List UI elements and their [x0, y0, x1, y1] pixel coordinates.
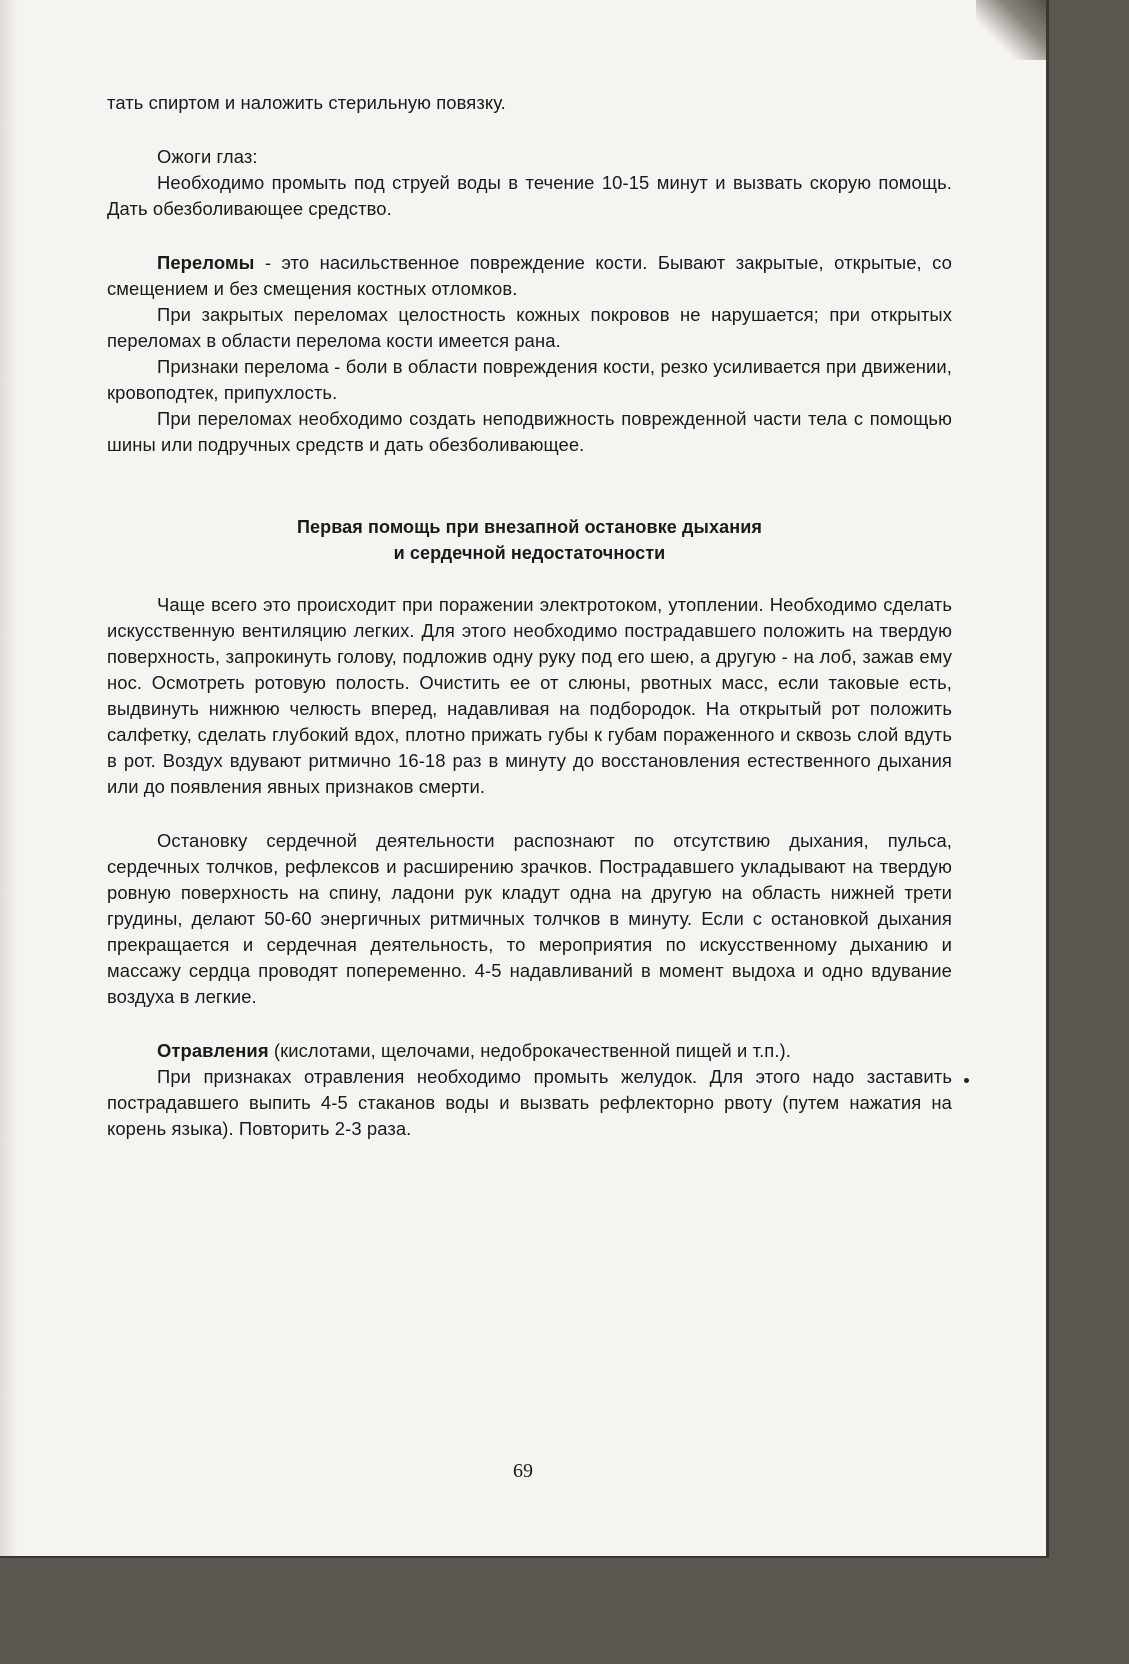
fractures-signs-paragraph: Признаки перелома - боли в области повреждения кости, резко усиливается при движении, кровоподтек, припухлость.: [107, 356, 952, 403]
fractures-definition: [107, 250, 952, 302]
fractures-term: Переломы: [157, 252, 255, 273]
poisoning-term: Отравления: [157, 1040, 269, 1061]
section-heading-line1: Первая помощь при внезапной остановке дыхания: [297, 517, 762, 537]
heart-paragraph: Остановку сердечной деятельности распознают по отсутствию дыхания, пульса, сердечных толчков, рефлексов и расширению зрачков. Пострадавшего укладывают на твердую ровную поверхность на спину, ладони рук кладут одна на другую на область нижней трети грудины, делают 50-60 энергичных ритмичных толчков в минуту. Если с остановкой дыхания прекращается и сердечная деятельность, то мероприятия по искусственному дыханию и массажу сердца проводят попеременно. 4-5 надавливаний в момент выдоха и одно вдувание воздуха в легкие.: [107, 830, 952, 1007]
poisoning-paragraph: При признаках отравления необходимо промыть желудок. Для этого надо заставить пострадавшего выпить 4-5 стаканов воды и вызвать рефлекторно рвоту (путем нажатия на корень языка). Повторить 2-3 раза.: [107, 1066, 952, 1139]
eye-burns-title: Ожоги глаз:: [157, 146, 258, 167]
fractures-definition-text: - это насильственное повреждение кости. Бывают закрытые, открытые, со смещением и без смещения костных отломков.: [107, 252, 952, 299]
section-heading-line2: и сердечной недостаточности: [393, 543, 666, 563]
page-number: 69: [513, 1460, 533, 1482]
page-content: [107, 90, 952, 1142]
fractures-closed-paragraph: При закрытых переломах целостность кожных покровов не нарушается; при открытых переломах в области перелома кости имеется рана.: [107, 304, 952, 351]
poisoning-heading: [107, 1038, 952, 1064]
poisoning-subtitle: (кислотами, щелочами, недоброкачественной пищей и т.п.).: [268, 1040, 791, 1061]
fractures-aid-paragraph: При переломах необходимо создать неподвижность поврежденной части тела с помощью шины или подручных средств и дать обезболивающее.: [107, 408, 952, 455]
page-corner-curl: [976, 0, 1046, 60]
continuation-paragraph: тать спиртом и наложить стерильную повязку.: [107, 92, 506, 113]
eye-burns-paragraph: Необходимо промыть под струей воды в течение 10-15 минут и вызвать скорую помощь. Дать обезболивающее средство.: [107, 172, 952, 219]
breathing-paragraph: Чаще всего это происходит при поражении электротоком, утоплении. Необходимо сделать искусственную вентиляцию легких. Для этого необходимо пострадавшего положить на твердую поверхность, запрокинуть голову, подложив одну руку под его шею, а другую - на лоб, зажав ему нос. Осмотреть ротовую полость. Очистить ее от слюны, рвотных масс, если таковые есть, выдвинуть нижнюю челюсть вперед, надавливая на подбородок. На открытый рот положить салфетку, сделать глубокий вдох, плотно прижать губы к губам пораженного и сквозь слой вдуть в рот. Воздух вдувают ритмично 16-18 раз в минуту до восстановления естественного дыхания или до появления явных признаков смерти.: [107, 594, 952, 797]
ink-speck: [964, 1078, 969, 1083]
